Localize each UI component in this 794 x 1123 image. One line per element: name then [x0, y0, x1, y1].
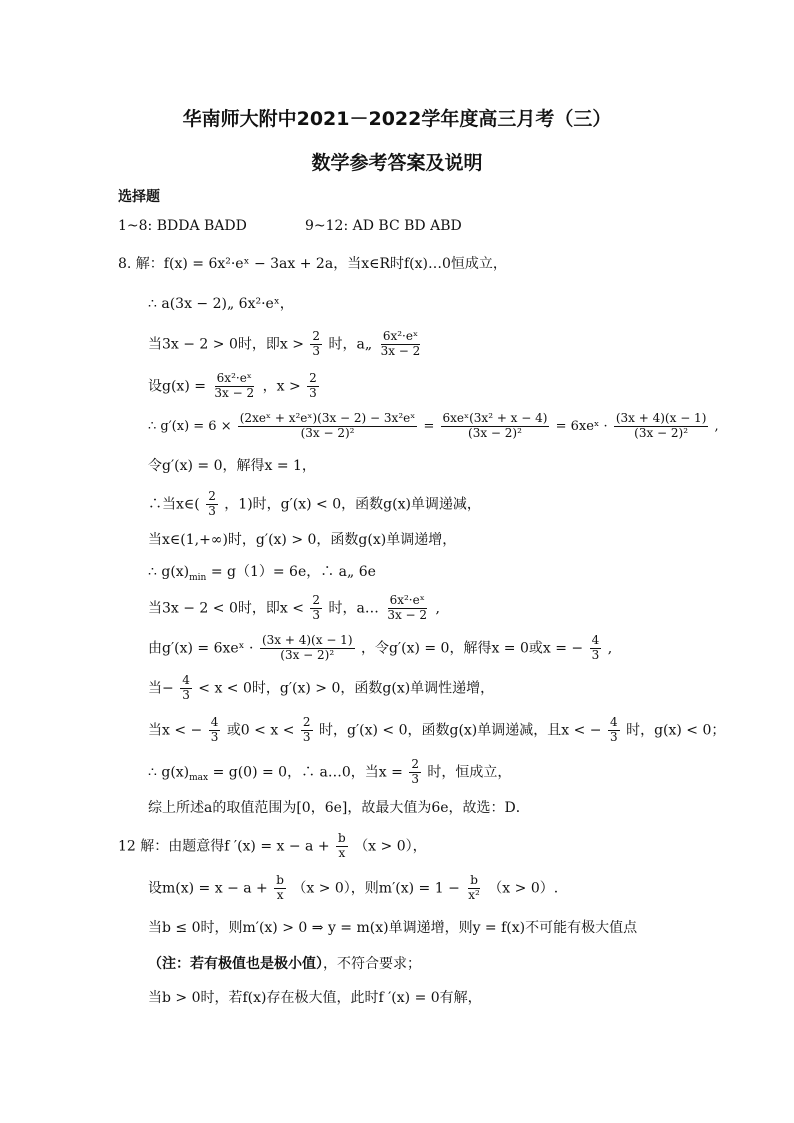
fraction: $\frac{4}{3}$ [609, 715, 618, 744]
document-title: 华南师大附中2021－2022学年度高三月考（三） [182, 108, 612, 130]
fraction: $\frac{b}{x}$ [276, 873, 284, 902]
answers-9-12: 9~12: AD BC BD ABD [305, 218, 462, 234]
fraction: $\frac{2}{3}$ [312, 329, 321, 358]
q8-line-10: 由g′(x) = 6xeˣ · $\frac{(3x + 4)(x - 1)}{\text{(3x − 2)²}}$ ，令g′(x) = 0，解得x = 0或x = − $\frac{4}{3}$ , [148, 633, 613, 662]
fraction: $\frac{\text{6xeˣ(3x² + x − 4)}}{\text{(3x − 2)²}}$ [442, 411, 548, 440]
q8-line-12: 当x < − $\frac{4}{3}$ 或0 < x < $\frac{2}{3}$ 时，g′(x) < 0，函数g(x)单调递减，且x < − $\frac{4}{3}$ 时，g(x) < 0； [148, 715, 726, 744]
q8-line-4: ∴ g′(x) = 6 × $\frac{\text{(2xeˣ + x²eˣ)(3x − 2) − 3x²eˣ}}{\text{(3x − 2)²}}$ = $\frac{\text{6xeˣ(3x² + x − 4)}}{\text{(3x − 2)²}}$ = 6xeˣ · $\frac{(3x + 4)(x - 1)}{\text{(3x − 2)²}}$ , [148, 411, 719, 440]
fraction: $\frac{2}{3}$ [302, 715, 311, 744]
fraction: $\frac{2}{3}$ [312, 593, 321, 622]
fraction: $\frac{(3x + 4)(x - 1)}{\text{(3x − 2)²}}$ [261, 633, 353, 662]
q8-line-5: 令g′(x) = 0，解得x = 1， [148, 458, 316, 474]
q8-intro: 8. 解：f(x) = 6x²·eˣ − 3ax + 2a，当x∈R时f(x)…0恒成立， [118, 256, 507, 272]
fraction: $\frac{\text{6x²·eˣ}}{3x - 2}$ [214, 371, 255, 400]
q8-line-6: ∴当x∈( $\frac{2}{3}$ ，1)时，g′(x) < 0，函数g(x)单调递减， [148, 489, 481, 518]
answers-1-8: 1~8: BDDA BADD [118, 218, 247, 234]
fraction: $\frac{\text{6x²·eˣ}}{3x - 2}$ [380, 329, 421, 358]
q12-line-1: 设m(x) = x − a + $\frac{b}{x}$ （x > 0），则m′(x) = 1 − $\frac{b}{\text{x²}}$ （x > 0）. [148, 873, 559, 902]
q8-line-3: 设g(x) = $\frac{\text{6x²·eˣ}}{3x - 2}$ ，x > $\frac{2}{3}$ [148, 371, 317, 400]
section-label: 选择题 [118, 189, 160, 205]
q12-line-3: （注：若有极值也是极小值），不符合要求； [148, 956, 421, 972]
fraction: $\frac{\text{6x²·eˣ}}{3x - 2}$ [387, 593, 428, 622]
fraction: $\frac{2}{3}$ [411, 757, 419, 786]
q8-line-13: ∴ $g(x)_{max} = g(0) = 0$，∴ a…0，当x = $\frac{2}{3}$ 时，恒成立， [148, 757, 512, 786]
q12-line-4: 当b > 0时，若f(x)存在极大值，此时f ′(x) = 0有解， [148, 990, 482, 1006]
q8-line-7: 当x∈(1,+∞)时，g′(x) > 0，函数g(x)单调递增， [148, 532, 457, 548]
q8-line-11: 当− $\frac{4}{3}$ < x < 0时，g′(x) > 0，函数g(x)单调性递增， [148, 673, 495, 702]
fraction: $\frac{b}{x}$ [338, 831, 346, 860]
q12-line-2: 当b ≤ 0时，则m′(x) > 0 ⇒ y = m(x)单调递增，则y = f(x)不可能有极大值点 [148, 920, 638, 936]
q8-line-8: ∴ $g(x)_{min} = g(1)= 6e$，∴ a„ 6e [148, 564, 376, 583]
fraction: $\frac{4}{3}$ [210, 715, 219, 744]
q8-line-2: 当3x − 2 > 0时，即x > $\frac{2}{3}$ 时，a„ $\frac{\text{6x²·eˣ}}{3x - 2}$ [148, 329, 421, 358]
fraction: $\frac{2}{3}$ [309, 371, 317, 400]
fraction: $\frac{(3x + 4)(x - 1)}{\text{(3x − 2)²}}$ [615, 411, 707, 440]
q12-intro: 12 解：由题意得f ′(x) = x − a + $\frac{b}{x}$ （x > 0）， [118, 831, 427, 860]
q8-line-9: 当3x − 2 < 0时，即x < $\frac{2}{3}$ 时，a… $\frac{\text{6x²·eˣ}}{3x - 2}$ , [148, 593, 440, 622]
q8-line-1: ∴ a(3x − 2)„ 6x²·eˣ， [148, 296, 294, 312]
fraction: $\frac{\text{(2xeˣ + x²eˣ)(3x − 2) − 3x²eˣ}}{\text{(3x − 2)²}}$ [239, 411, 416, 440]
q8-conclusion: 综上所述a的取值范围为[0，6e]，故最大值为6e，故选：D． [148, 800, 530, 816]
note-text: （注：若有极值也是极小值） [148, 956, 323, 972]
fraction: $\frac{b}{\text{x²}}$ [468, 873, 480, 902]
fraction: $\frac{4}{3}$ [182, 673, 190, 702]
fraction: $\frac{2}{3}$ [208, 489, 216, 518]
document-subtitle: 数学参考答案及说明 [311, 152, 483, 174]
fraction: $\frac{4}{3}$ [591, 633, 600, 662]
